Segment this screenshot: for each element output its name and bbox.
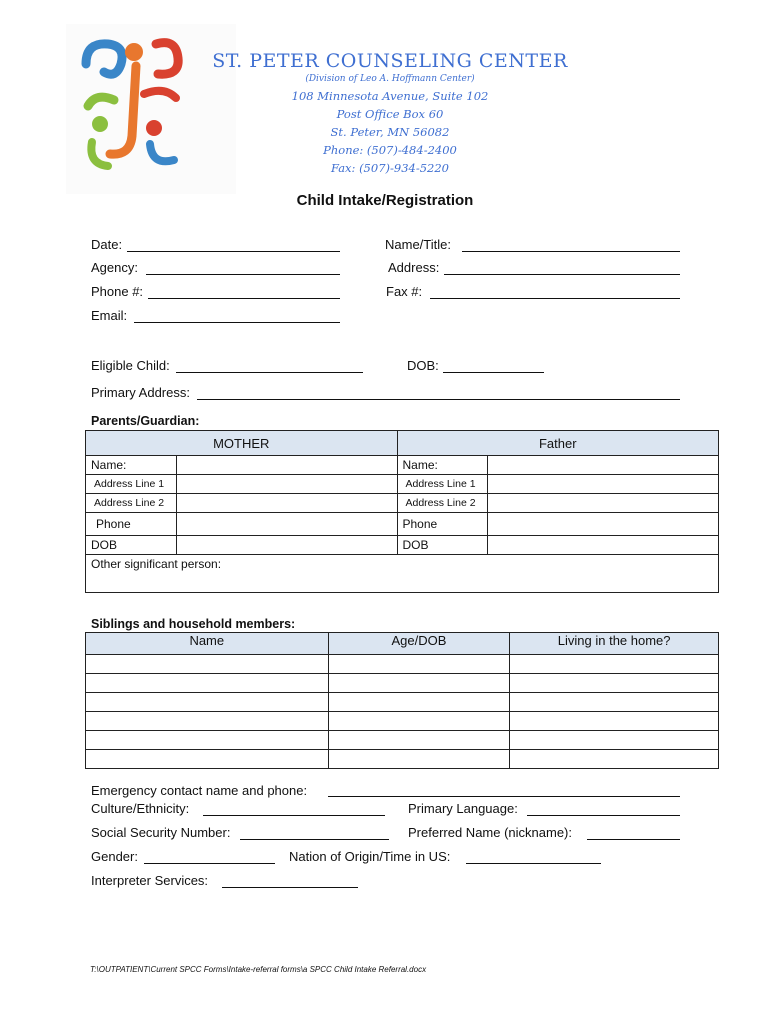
sibling-row-3-living[interactable]: [510, 693, 719, 712]
date-field[interactable]: [127, 251, 340, 252]
eligible-child-field[interactable]: [176, 372, 363, 373]
sibling-row-6-age[interactable]: [328, 750, 510, 769]
date-label: Date:: [91, 237, 123, 252]
sibling-row-2-name[interactable]: [86, 674, 329, 693]
nation-origin-label: Nation of Origin/Time in US:: [289, 849, 451, 864]
name-title-label: Name/Title:: [385, 237, 451, 252]
sibling-row-4-name[interactable]: [86, 712, 329, 731]
emergency-contact-field[interactable]: [328, 796, 680, 797]
siblings-age-header: Age/DOB: [328, 633, 510, 655]
siblings-table: [85, 632, 719, 769]
nation-origin-field[interactable]: [466, 863, 601, 864]
agency-label: Agency:: [91, 260, 138, 275]
father-phone-label: Phone: [397, 513, 488, 536]
mother-phone-cell[interactable]: [176, 513, 397, 536]
phone-field[interactable]: [148, 298, 340, 299]
child-dob-field[interactable]: [443, 372, 544, 373]
email-field[interactable]: [134, 322, 340, 323]
center-name: ST. PETER COUNSELING CENTER: [212, 50, 568, 72]
father-dob-label: DOB: [397, 536, 488, 555]
mother-name-cell[interactable]: [176, 456, 397, 475]
phone-label: Phone #:: [91, 284, 144, 299]
ssn-label: Social Security Number:: [91, 825, 231, 840]
sibling-row-4-living[interactable]: [510, 712, 719, 731]
agency-field[interactable]: [146, 274, 340, 275]
mother-address1-cell[interactable]: [176, 475, 397, 494]
primary-language-label: Primary Language:: [408, 801, 518, 816]
sibling-row-4-age[interactable]: [328, 712, 510, 731]
mother-header: MOTHER: [86, 431, 398, 456]
address-street: 108 Minnesota Avenue, Suite 102: [291, 89, 489, 103]
sibling-row-5-name[interactable]: [86, 731, 329, 750]
sibling-row-6-living[interactable]: [510, 750, 719, 769]
child-dob-label: DOB:: [407, 358, 439, 373]
preferred-name-field[interactable]: [587, 839, 680, 840]
father-dob-cell[interactable]: [488, 536, 719, 555]
mother-phone-label: Phone: [86, 513, 177, 536]
mother-address2-label: Address Line 2: [86, 494, 177, 513]
emergency-contact-label: Emergency contact name and phone:: [91, 783, 308, 798]
address-field[interactable]: [444, 274, 680, 275]
form-title: Child Intake/Registration: [296, 192, 474, 209]
gender-label: Gender:: [91, 849, 138, 864]
father-address1-label: Address Line 1: [397, 475, 488, 494]
father-address2-cell[interactable]: [488, 494, 719, 513]
address-city: St. Peter, MN 56082: [330, 125, 450, 139]
sibling-row-1-living[interactable]: [510, 655, 719, 674]
interpreter-services-label: Interpreter Services:: [91, 873, 209, 888]
address-phone: Phone: (507)-484-2400: [323, 143, 457, 157]
mother-address2-cell[interactable]: [176, 494, 397, 513]
parents-guardian-label: Parents/Guardian:: [91, 414, 200, 428]
sibling-row-5-living[interactable]: [510, 731, 719, 750]
sibling-row-3-name[interactable]: [86, 693, 329, 712]
parents-table: [85, 430, 719, 593]
sibling-row-2-age[interactable]: [328, 674, 510, 693]
primary-language-field[interactable]: [527, 815, 680, 816]
culture-label: Culture/Ethnicity:: [91, 801, 190, 816]
division-note: (Division of Leo A. Hoffmann Center): [305, 74, 475, 84]
ssn-field[interactable]: [240, 839, 389, 840]
eligible-child-label: Eligible Child:: [91, 358, 170, 373]
siblings-name-header: Name: [86, 633, 329, 655]
mother-dob-cell[interactable]: [176, 536, 397, 555]
father-header: Father: [397, 431, 719, 456]
interpreter-services-field[interactable]: [222, 887, 358, 888]
email-label: Email:: [91, 308, 128, 323]
sibling-row-1-age[interactable]: [328, 655, 510, 674]
sibling-row-3-age[interactable]: [328, 693, 510, 712]
primary-address-label: Primary Address:: [91, 385, 190, 400]
gender-field[interactable]: [144, 863, 275, 864]
preferred-name-label: Preferred Name (nickname):: [408, 825, 572, 840]
father-address2-label: Address Line 2: [397, 494, 488, 513]
fax-field[interactable]: [430, 298, 680, 299]
fax-label: Fax #:: [386, 284, 423, 299]
other-significant-person-cell[interactable]: [86, 555, 719, 593]
sibling-row-2-living[interactable]: [510, 674, 719, 693]
siblings-label: Siblings and household members:: [91, 617, 296, 631]
name-title-field[interactable]: [462, 251, 680, 252]
father-name-cell[interactable]: [488, 456, 719, 475]
mother-dob-label: DOB: [86, 536, 177, 555]
sibling-row-5-age[interactable]: [328, 731, 510, 750]
address-fax: Fax: (507)-934-5220: [331, 161, 449, 175]
address-po-box: Post Office Box 60: [336, 107, 444, 121]
father-phone-cell[interactable]: [488, 513, 719, 536]
mother-name-label: Name:: [86, 456, 177, 475]
siblings-living-header: Living in the home?: [510, 633, 719, 655]
file-path-footer: T:\OUTPATIENT\Current SPCC Forms\Intake-referral forms\a SPCC Child Intake Referral.docx: [90, 965, 427, 974]
father-name-label: Name:: [397, 456, 488, 475]
culture-field[interactable]: [203, 815, 385, 816]
address-label: Address:: [388, 260, 440, 275]
sibling-row-1-name[interactable]: [86, 655, 329, 674]
primary-address-field[interactable]: [197, 399, 680, 400]
sibling-row-6-name[interactable]: [86, 750, 329, 769]
other-significant-person-label: Other significant person:: [91, 557, 222, 571]
father-address1-cell[interactable]: [488, 475, 719, 494]
mother-address1-label: Address Line 1: [86, 475, 177, 494]
